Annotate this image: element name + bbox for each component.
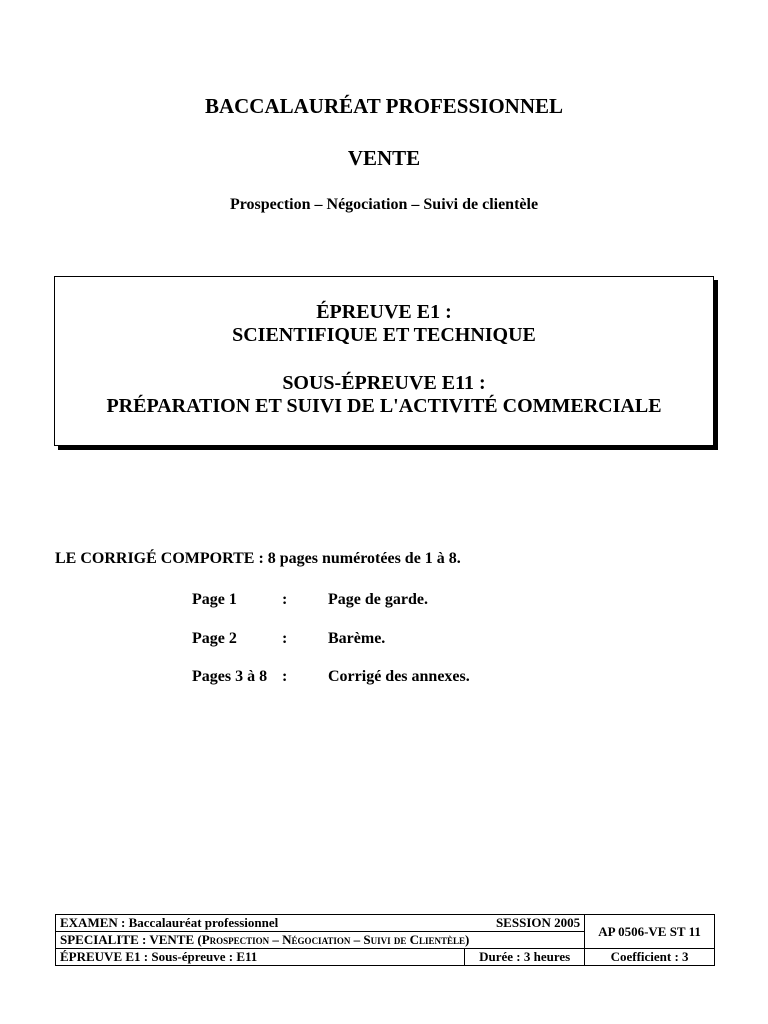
epreuve-box (54, 276, 714, 446)
page-separator: : (282, 668, 288, 685)
specialite-suffix: ) (465, 932, 470, 947)
epreuve-cell: ÉPREUVE E1 : Sous-épreuve : E11 (56, 949, 465, 966)
page-separator: : (282, 591, 288, 608)
document-tagline: Prospection – Négociation – Suivi de clientèle (229, 196, 539, 213)
corrige-intro: LE CORRIGÉ COMPORTE : 8 pages numérotées de 1 à 8. (55, 550, 461, 567)
examen-cell (56, 915, 585, 932)
footer-row-examen (56, 915, 715, 932)
session-label: SESSION 2005 (495, 915, 581, 930)
examen-label: EXAMEN : Baccalauréat professionnel (60, 915, 279, 930)
page-row (192, 630, 385, 648)
exam-code: AP 0506-VE ST 11 (585, 915, 715, 949)
specialite-detail: Prospection – Négociation – Suivi de Clientèle (201, 932, 466, 947)
exam-footer-table (55, 914, 715, 966)
epreuve-line: ÉPREUVE E1 : (316, 301, 452, 323)
sous-epreuve-heading (55, 372, 713, 418)
page-label: Page 2 (192, 630, 237, 647)
page-label: Page 1 (192, 591, 237, 608)
document-title: BACCALAURÉAT PROFESSIONNEL (204, 94, 564, 118)
epreuve-subject: SCIENTIFIQUE ET TECHNIQUE (232, 324, 536, 346)
epreuve-heading (55, 301, 713, 347)
page-separator: : (282, 630, 288, 647)
specialite-prefix: SPECIALITE : VENTE ( (60, 932, 202, 947)
sous-epreuve-subject: PRÉPARATION ET SUIVI DE L'ACTIVITÉ COMMERCIALE (106, 395, 662, 417)
document-subtitle: VENTE (347, 146, 421, 170)
page-row (192, 591, 428, 609)
page-description: Page de garde. (328, 591, 428, 608)
coefficient-cell: Coefficient : 3 (585, 949, 715, 966)
page-row (192, 668, 470, 686)
specialite-cell (56, 932, 585, 949)
page-description: Corrigé des annexes. (328, 668, 470, 685)
footer-row-epreuve (56, 949, 715, 966)
duree-cell: Durée : 3 heures (465, 949, 585, 966)
page-description: Barème. (328, 630, 386, 647)
page-label: Pages 3 à 8 (192, 668, 268, 685)
sous-epreuve-line: SOUS-ÉPREUVE E11 : (282, 372, 486, 394)
